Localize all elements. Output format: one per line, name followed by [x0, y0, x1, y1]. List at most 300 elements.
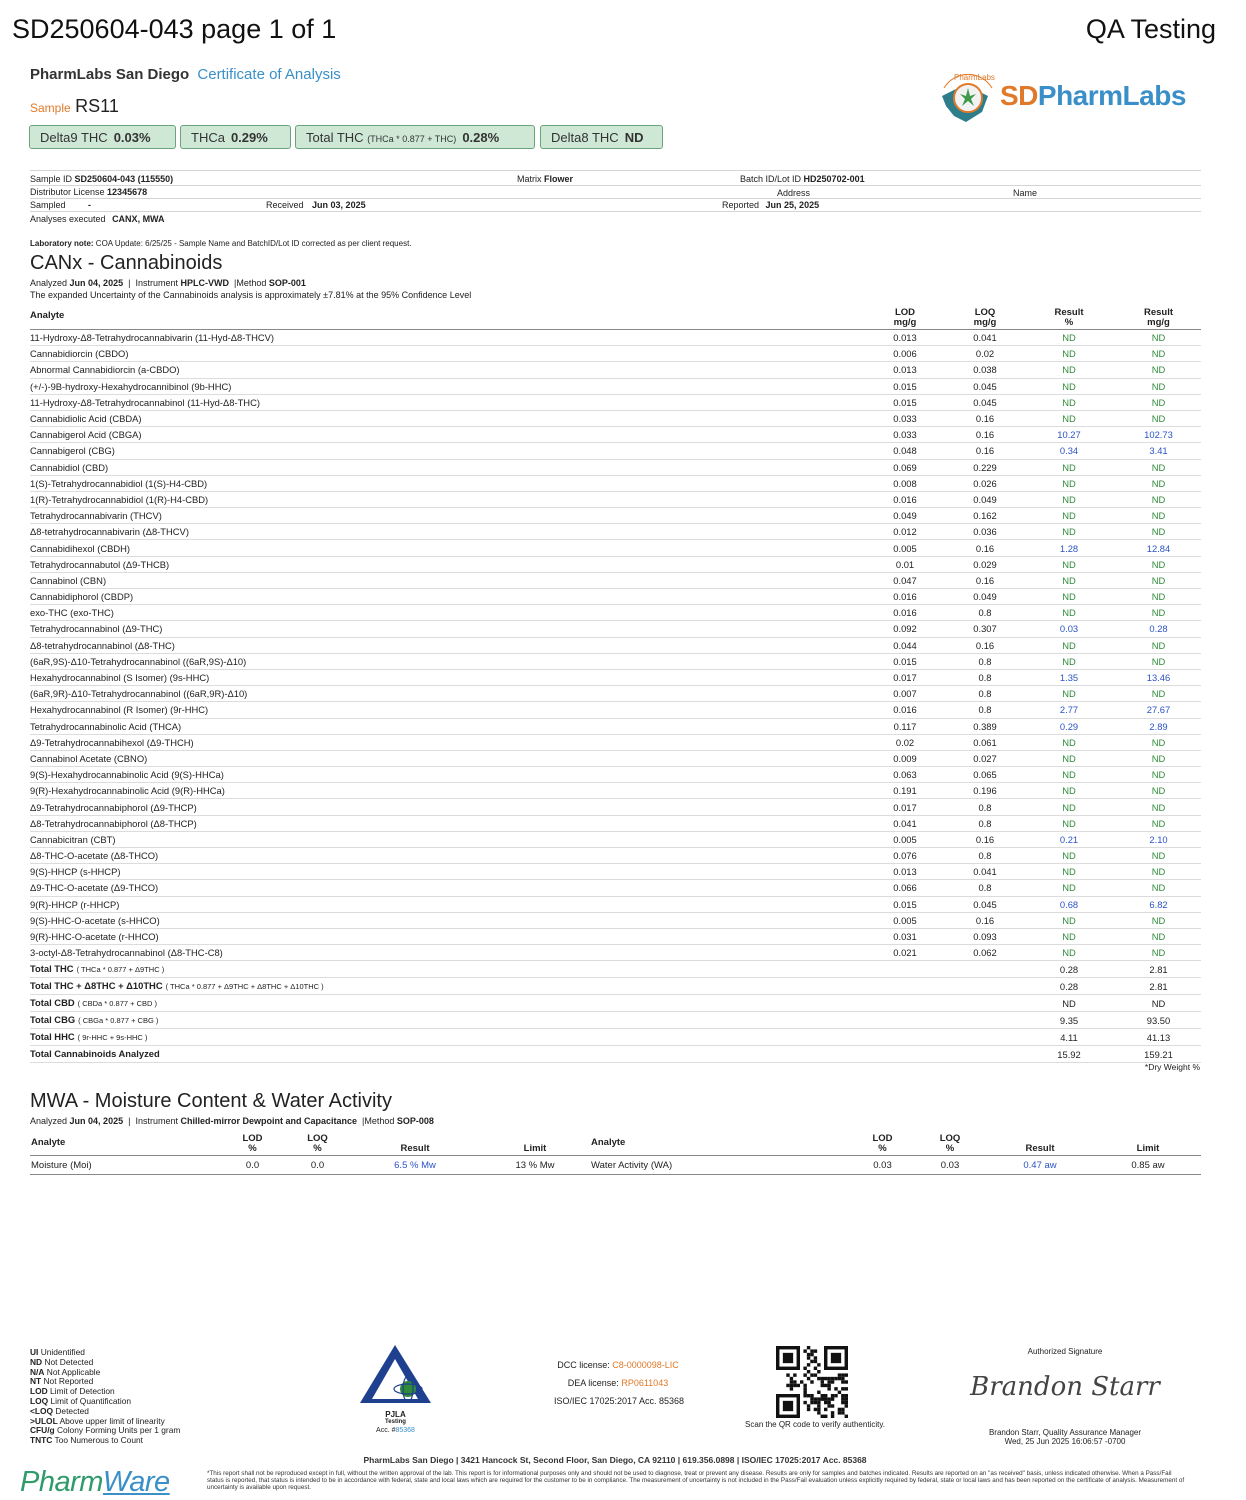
- cell-result-mg: ND: [1116, 767, 1201, 783]
- table-row: [30, 346, 1201, 362]
- cell-loq: 0.8: [948, 799, 1022, 815]
- cell-result-mg: ND: [1116, 346, 1201, 362]
- total-row: [30, 1029, 1201, 1046]
- cell-result-pct: 0.03: [1022, 621, 1116, 637]
- cell-lod: 0.021: [862, 945, 948, 961]
- moisture-table: [30, 1131, 1201, 1175]
- abbreviation-legend: [30, 1348, 180, 1446]
- cell-result-pct: ND: [1022, 686, 1116, 702]
- cell-loq: 0.038: [948, 362, 1022, 378]
- cell-loq: 0.8: [948, 669, 1022, 685]
- disclaimer: *This report shall not be reproduced except in full, without the written approval of the lab. This report is for informational purposes only and should not be used to diagnose, treat or prevent any disease. Results are only for samples and batches indicated. Results are reported on an "as received" basis, unless indicated otherwise. When a Pass/Fail status is reported, that status is intended to be in accordance with federal, state and local laws which are required for the customer to be in compliance. The measurement of uncertainty is not included in the Pass/Fail evaluation unless explicitly required by federal, state or local laws and has been reported on the certificate of analysis. Measurement of uncertainty is available upon request.: [207, 1470, 1185, 1491]
- legend-item: NT Not Reported: [30, 1376, 94, 1387]
- cell-result-mg: ND: [1116, 637, 1201, 653]
- document-id: SD250604-043 page 1 of 1: [12, 14, 337, 44]
- sampled: Sampled -: [30, 200, 92, 210]
- cell-result-mg: 2.10: [1116, 831, 1201, 847]
- total-row: [30, 1046, 1201, 1063]
- cell-analyte: Total HHC ( 9r-HHC + 9s-HHC ): [30, 1029, 862, 1046]
- cell-analyte: exo-THC (exo-THC): [30, 605, 862, 621]
- cell-result-pct: ND: [1022, 362, 1116, 378]
- cell-lod: 0.033: [862, 410, 948, 426]
- cell-lod: 0.008: [862, 475, 948, 491]
- cell-lod: 0.092: [862, 621, 948, 637]
- cell-loq: 0.8: [948, 848, 1022, 864]
- cell-analyte: Abnormal Cannabidiorcin (a-CBDO): [30, 362, 862, 378]
- cell-loq: 0.045: [948, 378, 1022, 394]
- cell-lod: 0.063: [862, 767, 948, 783]
- mwa-analyzed-line: Analyzed Jun 04, 2025 | Instrument Chilled-mirror Dewpoint and Capacitance |Method SOP-008: [30, 1116, 434, 1126]
- cell-loq: 0.8: [948, 686, 1022, 702]
- cell-result-pct: 10.27: [1022, 427, 1116, 443]
- cell-result-pct: 9.35: [1022, 1012, 1116, 1029]
- table-row: [30, 475, 1201, 491]
- cell-result-pct: ND: [1022, 508, 1116, 524]
- table-row: [30, 718, 1201, 734]
- cell-loq: 0.8: [948, 653, 1022, 669]
- cell-result-pct: ND: [1022, 912, 1116, 928]
- cell-lod: 0.016: [862, 605, 948, 621]
- qr-code-icon[interactable]: [776, 1346, 848, 1418]
- legend-item: <LOQ Detected: [30, 1405, 89, 1416]
- sample-name: [30, 96, 119, 117]
- cell-result-mg: ND: [1116, 508, 1201, 524]
- sd-pharmlabs-logo: [936, 66, 1206, 128]
- sample-label: Sample: [30, 101, 71, 115]
- cell-result-pct: 0.28: [1022, 961, 1116, 978]
- cell-lod: 0.117: [862, 718, 948, 734]
- cell-result-mg: ND: [1116, 410, 1201, 426]
- cell-lod: 0.017: [862, 669, 948, 685]
- cell-analyte: 11-Hydroxy-Δ8-Tetrahydrocannabivarin (11-Hyd-Δ8-THCV): [30, 330, 862, 346]
- cell-lod: 0.007: [862, 686, 948, 702]
- table-row: [30, 524, 1201, 540]
- cell-loq: 0.16: [948, 831, 1022, 847]
- cell-result-pct: 1.35: [1022, 669, 1116, 685]
- cell-lod: 0.191: [862, 783, 948, 799]
- pharmware-logo: PharmWare: [20, 1466, 170, 1498]
- cell-analyte: Cannabidiol (CBD): [30, 459, 862, 475]
- pjla-label: PJLA: [385, 1410, 406, 1419]
- cell-analyte: Cannabinol (CBN): [30, 572, 862, 588]
- matrix: Matrix Flower: [517, 174, 574, 184]
- pjla-triangle-icon: [358, 1343, 433, 1405]
- cell-result-mg: 12.84: [1116, 540, 1201, 556]
- signature-image: Brandon Starr: [970, 1372, 1160, 1402]
- cell-result-pct: 0.68: [1022, 896, 1116, 912]
- table-row: [30, 378, 1201, 394]
- cell-lod: 0.044: [862, 637, 948, 653]
- cell-lod: 0.006: [862, 346, 948, 362]
- cell-result-mg: ND: [1116, 589, 1201, 605]
- cell-analyte: (6aR,9R)-Δ10-Tetrahydrocannabinol ((6aR,9R)-Δ10): [30, 686, 862, 702]
- table-row: [30, 459, 1201, 475]
- cell-lod: 0.013: [862, 362, 948, 378]
- cell-result-mg: ND: [1116, 459, 1201, 475]
- table-row: [30, 540, 1201, 556]
- cell-result-mg: ND: [1116, 475, 1201, 491]
- cell-result-pct: 2.77: [1022, 702, 1116, 718]
- cell-result-mg: ND: [1116, 928, 1201, 944]
- cell-result-pct: ND: [1022, 605, 1116, 621]
- cell-result-mg: 0.28: [1116, 621, 1201, 637]
- cell-result-pct: ND: [1022, 637, 1116, 653]
- cell-loq: 0.041: [948, 330, 1022, 346]
- cell-lod: 0.033: [862, 427, 948, 443]
- cell-loq: 0.049: [948, 589, 1022, 605]
- cell-lod: 0.047: [862, 572, 948, 588]
- cell-result-pct: ND: [1022, 524, 1116, 540]
- badge-value: 0.28%: [462, 130, 500, 145]
- cell-result-pct: ND: [1022, 491, 1116, 507]
- table-row: [30, 734, 1201, 750]
- badge-label: Total THC: [306, 130, 364, 145]
- cell-analyte: Cannabidihexol (CBDH): [30, 540, 862, 556]
- logo-wordmark: [1000, 80, 1186, 112]
- cell-analyte: Cannabidiphorol (CBDP): [30, 589, 862, 605]
- mwa-col-loq: LOQ %: [285, 1131, 350, 1156]
- cell-result-pct: ND: [1022, 330, 1116, 346]
- cell-loq: 0.026: [948, 475, 1022, 491]
- cell-analyte: Δ9-THC-O-acetate (Δ9-THCO): [30, 880, 862, 896]
- cell-lod: 0.076: [862, 848, 948, 864]
- cell-analyte: 9(S)-Hexahydrocannabinolic Acid (9(S)-HHCa): [30, 767, 862, 783]
- table-row: [30, 653, 1201, 669]
- cell-result-mg: ND: [1116, 734, 1201, 750]
- cell-loq: 0.8: [948, 702, 1022, 718]
- cell-loq: 0.162: [948, 508, 1022, 524]
- cell-result-pct: 0.21: [1022, 831, 1116, 847]
- received: Received Jun 03, 2025: [266, 200, 366, 210]
- cell-result-mg: ND: [1116, 605, 1201, 621]
- canx-analyzed-line: Analyzed Jun 04, 2025 | Instrument HPLC-VWD |Method SOP-001: [30, 278, 306, 288]
- cell-result-mg: 2.89: [1116, 718, 1201, 734]
- cell-loq: 0.196: [948, 783, 1022, 799]
- qa-testing-label: QA Testing: [1085, 14, 1216, 44]
- cell-result-pct: ND: [1022, 783, 1116, 799]
- cell-result-pct: 1.28: [1022, 540, 1116, 556]
- legend-item: LOQ Limit of Quantification: [30, 1395, 132, 1406]
- badge-value: 0.29%: [230, 130, 268, 145]
- cell-loq: 0.02: [948, 346, 1022, 362]
- cell-lod: 0.013: [862, 330, 948, 346]
- badge-delta8-thc: [540, 125, 663, 149]
- legend-item: LOD Limit of Detection: [30, 1386, 115, 1397]
- cell-loq: 0.307: [948, 621, 1022, 637]
- table-row: [30, 556, 1201, 572]
- legend-item: ND Not Detected: [30, 1356, 94, 1367]
- table-row: [30, 945, 1201, 961]
- cell-analyte: Total CBG ( CBGa * 0.877 + CBG ): [30, 1012, 862, 1029]
- cell-lod: 0.01: [862, 556, 948, 572]
- cell-analyte: 3-octyl-Δ8-Tetrahydrocannabinol (Δ8-THC-C8): [30, 945, 862, 961]
- table-row: [30, 864, 1201, 880]
- sample-value: RS11: [75, 96, 119, 116]
- table-row: [30, 621, 1201, 637]
- divider: [30, 185, 1201, 186]
- qr-caption: Scan the QR code to verify authenticity.: [745, 1420, 885, 1429]
- table-row: [30, 767, 1201, 783]
- table-row: [30, 410, 1201, 426]
- cell-lod: 0.012: [862, 524, 948, 540]
- logo-pharmlabs: PharmLabs: [1037, 80, 1186, 111]
- legend-item: TNTC Too Numerous to Count: [30, 1435, 143, 1446]
- legend-item: CFU/g Colony Forming Units per 1 gram: [30, 1425, 181, 1436]
- cell-result-mg: 102.73: [1116, 427, 1201, 443]
- cell-lod: 0.016: [862, 702, 948, 718]
- col-result-mg: Result mg/g: [1116, 303, 1201, 330]
- cell-analyte: 9(R)-HHC-O-acetate (r-HHCO): [30, 928, 862, 944]
- cell-loq: 0.16: [948, 410, 1022, 426]
- total-row: [30, 961, 1201, 978]
- cell-analyte: (+/-)-9B-hydroxy-Hexahydrocannibinol (9b-HHC): [30, 378, 862, 394]
- cell-result-mg: ND: [1116, 799, 1201, 815]
- cell-loq: 0.045: [948, 896, 1022, 912]
- lab-title: [30, 66, 341, 83]
- cell-analyte: Δ8-THC-O-acetate (Δ8-THCO): [30, 848, 862, 864]
- badge-total-thc: [295, 125, 535, 149]
- dea-license: DEA license: RP0611043: [567, 1378, 669, 1388]
- cell-loq: 0.027: [948, 750, 1022, 766]
- cell-loq: 0.8: [948, 880, 1022, 896]
- cell-analyte: Total THC + Δ8THC + Δ10THC ( THCa * 0.877 + Δ9THC + Δ8THC + Δ10THC ): [30, 978, 862, 995]
- table-row: [30, 589, 1201, 605]
- table-row: [30, 912, 1201, 928]
- table-row: [30, 330, 1201, 346]
- cell-lod: 0.069: [862, 459, 948, 475]
- total-row: [30, 1012, 1201, 1029]
- pjla-accreditation-logo: [358, 1343, 433, 1438]
- col-result-pct: Result %: [1022, 303, 1116, 330]
- cell-result-mg: ND: [1116, 945, 1201, 961]
- cell-result-pct: ND: [1022, 928, 1116, 944]
- cell-loq: 0.16: [948, 637, 1022, 653]
- cell-result-mg: 2.81: [1116, 978, 1201, 995]
- cell-lod: 0.049: [862, 508, 948, 524]
- cell-loq: 0.8: [948, 815, 1022, 831]
- cell-loq: 0.065: [948, 767, 1022, 783]
- cell-result-pct: ND: [1022, 799, 1116, 815]
- cell-result-pct: ND: [1022, 653, 1116, 669]
- cell-analyte: Cannabigerol (CBG): [30, 443, 862, 459]
- table-row: [30, 831, 1201, 847]
- cell-result-mg: ND: [1116, 330, 1201, 346]
- cell-result-mg: 41.13: [1116, 1029, 1201, 1046]
- name-label: Name: [1013, 188, 1038, 198]
- cell-loq: 0.16: [948, 912, 1022, 928]
- cell-lod: 0.016: [862, 491, 948, 507]
- cell-analyte: Δ9-Tetrahydrocannabihexol (Δ9-THCH): [30, 734, 862, 750]
- cell-result-mg: 13.46: [1116, 669, 1201, 685]
- laboratory-note: Laboratory note: COA Update: 6/25/25 - Sample Name and BatchID/Lot ID corrected as per client request.: [30, 239, 412, 248]
- badge-label: THCa: [191, 130, 225, 145]
- cell-analyte: Δ8-tetrahydrocannabivarin (Δ8-THCV): [30, 524, 862, 540]
- table-row: [30, 669, 1201, 685]
- canx-uncertainty: The expanded Uncertainty of the Cannabinoids analysis is approximately ±7.81% at the 95% Confidence Level: [30, 290, 472, 300]
- cell-loq: 0.045: [948, 394, 1022, 410]
- cell-result-mg: ND: [1116, 362, 1201, 378]
- col-analyte: Analyte: [30, 303, 862, 330]
- badge-label: Delta8 THC: [551, 130, 619, 145]
- table-row: [30, 572, 1201, 588]
- cell-result-pct: 0.29: [1022, 718, 1116, 734]
- mwa-col-limit-2: Limit: [1095, 1131, 1201, 1156]
- mwa-col-loq-2: LOQ %: [915, 1131, 985, 1156]
- cell-result-pct: ND: [1022, 378, 1116, 394]
- cell-result-pct: ND: [1022, 459, 1116, 475]
- total-row: [30, 978, 1201, 995]
- cell-analyte: (6aR,9S)-Δ10-Tetrahydrocannabinol ((6aR,9S)-Δ10): [30, 653, 862, 669]
- dcc-license: DCC license: C8-0000098-LIC: [557, 1360, 679, 1370]
- cell-loq: 0.389: [948, 718, 1022, 734]
- cell-lod: 0.015: [862, 378, 948, 394]
- cell-analyte: Hexahydrocannabinol (S Isomer) (9s-HHC): [30, 669, 862, 685]
- cell-analyte: Total Cannabinoids Analyzed: [30, 1046, 862, 1063]
- legend-item: >ULOL Above upper limit of linearity: [30, 1415, 165, 1426]
- table-row: [30, 508, 1201, 524]
- cell-result-mg: ND: [1116, 848, 1201, 864]
- cell-result-pct: ND: [1022, 572, 1116, 588]
- col-loq: LOQ mg/g: [948, 303, 1022, 330]
- batch-id: Batch ID/Lot ID HD250702-001: [740, 174, 865, 184]
- cell-result-pct: ND: [1022, 410, 1116, 426]
- cell-result-pct: ND: [1022, 848, 1116, 864]
- cell-result-pct: ND: [1022, 556, 1116, 572]
- mwa-col-lod-2: LOD %: [850, 1131, 915, 1156]
- cell-result-pct: ND: [1022, 767, 1116, 783]
- cell-analyte: 1(S)-Tetrahydrocannabidiol (1(S)-H4-CBD): [30, 475, 862, 491]
- table-row: [30, 896, 1201, 912]
- table-row: [30, 686, 1201, 702]
- cell-result-pct: ND: [1022, 750, 1116, 766]
- cell-result-mg: 3.41: [1116, 443, 1201, 459]
- dry-weight-note: *Dry Weight %: [1144, 1062, 1200, 1072]
- cell-result-mg: ND: [1116, 864, 1201, 880]
- table-row: [30, 702, 1201, 718]
- cell-analyte: Tetrahydrocannabinol (Δ9-THC): [30, 621, 862, 637]
- table-row: [30, 362, 1201, 378]
- table-row: [30, 427, 1201, 443]
- cell-result-mg: ND: [1116, 572, 1201, 588]
- mwa-col-lod: LOD %: [220, 1131, 285, 1156]
- cell-result-pct: ND: [1022, 589, 1116, 605]
- badge-delta9-thc: [29, 125, 176, 149]
- cell-analyte: Cannabidiolic Acid (CBDA): [30, 410, 862, 426]
- pjla-acc: Acc. #85368: [376, 1427, 415, 1434]
- cell-result-mg: 6.82: [1116, 896, 1201, 912]
- cell-result-pct: 4.11: [1022, 1029, 1116, 1046]
- cell-loq: 0.16: [948, 427, 1022, 443]
- cell-analyte: Δ8-tetrahydrocannabinol (Δ8-THC): [30, 637, 862, 653]
- cell-loq: 0.036: [948, 524, 1022, 540]
- cell-analyte: Hexahydrocannabinol (R Isomer) (9r-HHC): [30, 702, 862, 718]
- divider: [30, 170, 1201, 171]
- table-row: [30, 750, 1201, 766]
- cell-result-mg: ND: [1116, 491, 1201, 507]
- cell-lod: 0.009: [862, 750, 948, 766]
- cell-analyte: 11-Hydroxy-Δ8-Tetrahydrocannabinol (11-Hyd-Δ8-THC): [30, 394, 862, 410]
- cell-analyte: Tetrahydrocannabivarin (THCV): [30, 508, 862, 524]
- mwa-col-result: Result: [350, 1131, 480, 1156]
- cell-result-mg: ND: [1116, 686, 1201, 702]
- col-lod: LOD mg/g: [862, 303, 948, 330]
- authorized-signature-label: Authorized Signature: [1027, 1347, 1103, 1356]
- cell-result-mg: 159.21: [1116, 1046, 1201, 1063]
- cell-result-pct: ND: [1022, 880, 1116, 896]
- cell-result-pct: ND: [1022, 346, 1116, 362]
- table-row: [30, 880, 1201, 896]
- table-row: [30, 443, 1201, 459]
- logo-sd: SD: [1000, 80, 1038, 111]
- cell-result-mg: ND: [1116, 394, 1201, 410]
- address-label: Address: [777, 188, 811, 198]
- cell-loq: 0.16: [948, 572, 1022, 588]
- cell-loq: 0.061: [948, 734, 1022, 750]
- mwa-header: [30, 1131, 1201, 1156]
- cannabinoids-table: [30, 303, 1201, 1063]
- cell-analyte: Tetrahydrocannabutol (Δ9-THCB): [30, 556, 862, 572]
- cell-loq: 0.229: [948, 459, 1022, 475]
- cell-result-pct: ND: [1022, 734, 1116, 750]
- mwa-title: MWA - Moisture Content & Water Activity: [30, 1090, 392, 1112]
- cell-result-pct: ND: [1022, 945, 1116, 961]
- cell-result-pct: ND: [1022, 995, 1116, 1012]
- distributor-license: Distributor License 12345678: [30, 187, 148, 197]
- cell-result-mg: ND: [1116, 815, 1201, 831]
- cell-lod: 0.005: [862, 912, 948, 928]
- cell-result-pct: 0.34: [1022, 443, 1116, 459]
- cell-result-mg: ND: [1116, 880, 1201, 896]
- cell-loq: 0.062: [948, 945, 1022, 961]
- analyses-executed: Analyses executed CANX, MWA: [30, 214, 165, 224]
- cell-lod: 0.015: [862, 896, 948, 912]
- cell-result-pct: 0.28: [1022, 978, 1116, 995]
- table-row: [30, 928, 1201, 944]
- table-row: [30, 815, 1201, 831]
- badge-value: ND: [624, 130, 644, 145]
- mwa-col-limit: Limit: [480, 1131, 590, 1156]
- badge-note: (THCa * 0.877 + THC): [367, 134, 457, 144]
- cell-result-mg: 93.50: [1116, 1012, 1201, 1029]
- table-row: [30, 394, 1201, 410]
- cell-analyte: Cannabinol Acetate (CBNO): [30, 750, 862, 766]
- cell-analyte: 9(R)-Hexahydrocannabinolic Acid (9(R)-HHCa): [30, 783, 862, 799]
- badge-thca: [180, 125, 291, 149]
- table-row: [30, 848, 1201, 864]
- lab-name: PharmLabs San Diego: [30, 66, 190, 83]
- sample-id: Sample ID SD250604-043 (115550): [30, 174, 174, 184]
- cell-result-pct: ND: [1022, 394, 1116, 410]
- cell-result-pct: ND: [1022, 864, 1116, 880]
- cell-result-mg: ND: [1116, 750, 1201, 766]
- cell-lod: 0.005: [862, 540, 948, 556]
- cell-loq: 0.16: [948, 540, 1022, 556]
- cell-lod: 0.013: [862, 864, 948, 880]
- cell-lod: 0.015: [862, 394, 948, 410]
- canx-title: CANx - Cannabinoids: [30, 252, 223, 274]
- coa-title: Certificate of Analysis: [197, 66, 341, 83]
- cell-loq: 0.049: [948, 491, 1022, 507]
- table-row: Moisture (Moi) 0.0 0.0 6.5 % Mw 13 % Mw Water Activity (WA) 0.03 0.03 0.47 aw 0.85 aw: [30, 1156, 1201, 1175]
- cell-analyte: 9(S)-HHC-O-acetate (s-HHCO): [30, 912, 862, 928]
- logo-arc-text: PharmLabs: [954, 73, 995, 82]
- table-row: [30, 783, 1201, 799]
- divider: [30, 211, 1201, 212]
- cell-analyte: Total THC ( THCa * 0.877 + Δ9THC ): [30, 961, 862, 978]
- cell-lod: 0.041: [862, 815, 948, 831]
- mwa-col-analyte-2: Analyte: [590, 1131, 850, 1156]
- cell-result-mg: 2.81: [1116, 961, 1201, 978]
